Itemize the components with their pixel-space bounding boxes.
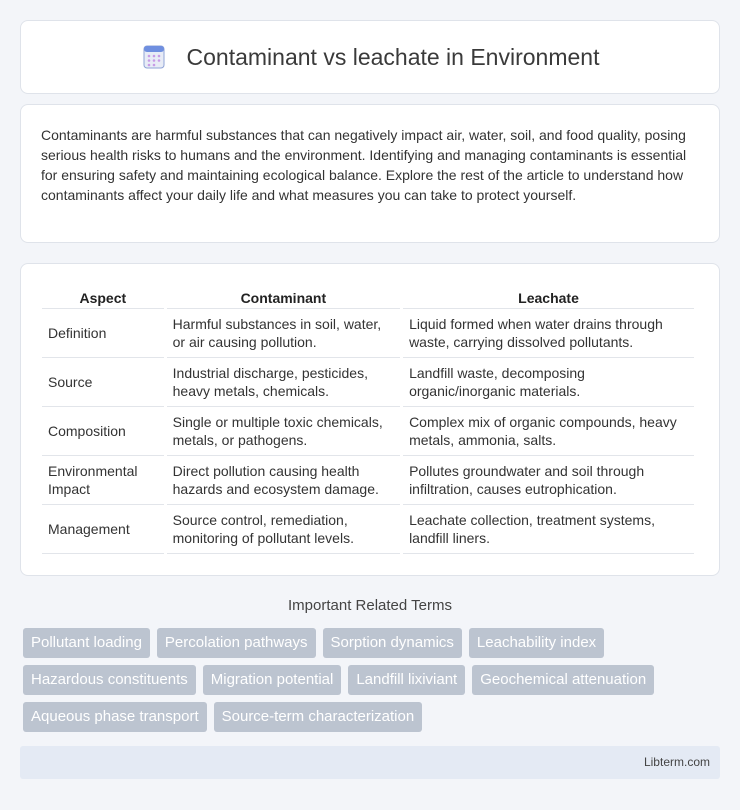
- table-header-row: [42, 284, 694, 309]
- related-terms-heading: Important Related Terms: [288, 597, 452, 614]
- column-header-aspect: Aspect: [42, 284, 164, 309]
- related-term-tag[interactable]: Sorption dynamics: [323, 628, 462, 658]
- related-terms-list: [23, 628, 723, 732]
- column-header-contaminant: Contaminant: [167, 284, 400, 309]
- related-term-tag[interactable]: Leachability index: [469, 628, 604, 658]
- table-cell-contaminant: Direct pollution causing health hazards and ecosystem damage.: [167, 456, 400, 505]
- document-icon: [141, 44, 167, 70]
- related-term-tag[interactable]: Percolation pathways: [157, 628, 316, 658]
- header-card: [20, 20, 720, 94]
- related-term-tag[interactable]: Pollutant loading: [23, 628, 150, 658]
- related-term-tag[interactable]: Aqueous phase transport: [23, 702, 207, 732]
- footer-site-link[interactable]: Libterm.com: [643, 755, 710, 769]
- intro-card: [20, 104, 720, 243]
- table-row: [42, 505, 694, 554]
- table-cell-leachate: Pollutes groundwater and soil through infiltration, causes eutrophication.: [403, 456, 694, 505]
- intro-paragraph: Contaminants are harmful substances that can negatively impact air, water, soil, and food quality, posing serious health risks to humans and the environment. Identifying and managing contaminants is essential for ensuring safety and maintaining ecological balance. Explore the rest of the article to understand how contaminants affect your daily life and what measures you can take to protect yourself.: [41, 127, 687, 203]
- table-cell-aspect: Source: [42, 358, 164, 407]
- page-title: Contaminant vs leachate in Environment: [186, 43, 600, 70]
- related-term-tag[interactable]: Geochemical attenuation: [472, 665, 654, 695]
- footer: [20, 746, 720, 779]
- table-cell-contaminant: Source control, remediation, monitoring of pollutant levels.: [167, 505, 400, 554]
- related-term-tag[interactable]: Landfill lixiviant: [348, 665, 465, 695]
- table-cell-leachate: Complex mix of organic compounds, heavy metals, ammonia, salts.: [403, 407, 694, 456]
- table-row: [42, 309, 694, 358]
- table-row: [42, 358, 694, 407]
- comparison-table: [39, 284, 697, 554]
- table-cell-contaminant: Harmful substances in soil, water, or air causing pollution.: [167, 309, 400, 358]
- table-cell-contaminant: Single or multiple toxic chemicals, metals, or pathogens.: [167, 407, 400, 456]
- table-cell-leachate: Liquid formed when water drains through waste, carrying dissolved pollutants.: [403, 309, 694, 358]
- comparison-table-card: [20, 263, 720, 576]
- table-cell-contaminant: Industrial discharge, pesticides, heavy metals, chemicals.: [167, 358, 400, 407]
- table-cell-aspect: Management: [42, 505, 164, 554]
- table-cell-leachate: Leachate collection, treatment systems, landfill liners.: [403, 505, 694, 554]
- related-term-tag[interactable]: Source-term characterization: [214, 702, 423, 732]
- column-header-leachate: Leachate: [403, 284, 694, 309]
- header-inner: [141, 44, 600, 71]
- table-cell-aspect: Composition: [42, 407, 164, 456]
- table-cell-aspect: Environmental Impact: [42, 456, 164, 505]
- related-term-tag[interactable]: Migration potential: [203, 665, 342, 695]
- table-cell-leachate: Landfill waste, decomposing organic/inorganic materials.: [403, 358, 694, 407]
- related-term-tag[interactable]: Hazardous constituents: [23, 665, 196, 695]
- table-cell-aspect: Definition: [42, 309, 164, 358]
- table-row: [42, 407, 694, 456]
- table-row: [42, 456, 694, 505]
